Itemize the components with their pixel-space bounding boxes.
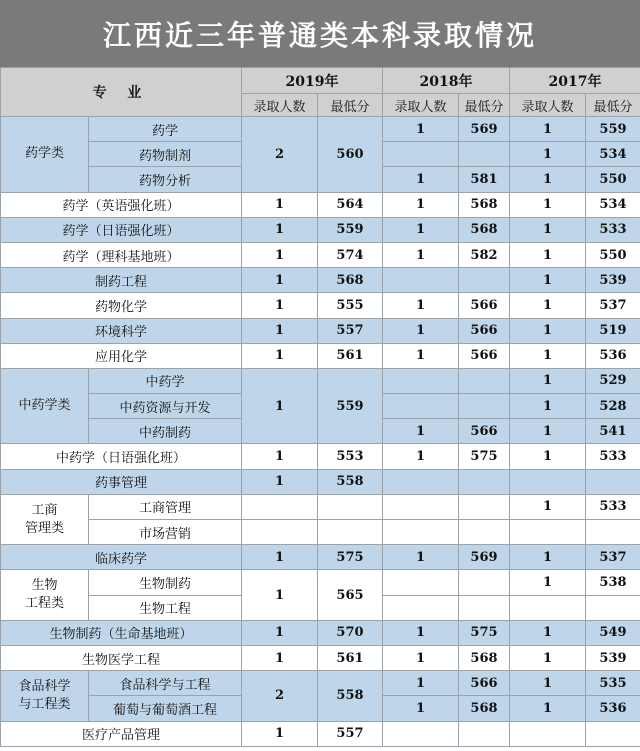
major-cell: 工商管理 [89, 494, 242, 519]
value-cell: 1 [383, 318, 459, 343]
table-row [1, 545, 640, 570]
value-cell: 1 [510, 167, 586, 192]
value-cell [383, 469, 459, 494]
value-cell: 2 [242, 671, 318, 721]
value-cell: 1 [242, 268, 318, 293]
value-cell: 1 [383, 117, 459, 142]
value-cell: 1 [510, 142, 586, 167]
value-cell [242, 520, 318, 545]
value-cell: 581 [459, 167, 510, 192]
value-cell: 1 [510, 192, 586, 217]
value-cell: 1 [242, 318, 318, 343]
category-cell: 食品科学 与工程类 [1, 671, 89, 721]
value-cell [383, 142, 459, 167]
value-cell: 561 [318, 645, 383, 670]
value-cell [318, 494, 383, 519]
major-cell: 生物医学工程 [1, 645, 242, 670]
value-cell: 553 [318, 444, 383, 469]
major-cell: 环境科学 [1, 318, 242, 343]
value-cell [459, 268, 510, 293]
table-row [1, 268, 640, 293]
value-cell: 534 [586, 192, 640, 217]
value-cell [383, 494, 459, 519]
value-cell: 558 [318, 671, 383, 721]
value-cell: 1 [242, 645, 318, 670]
table-row [1, 671, 640, 696]
value-cell: 558 [318, 469, 383, 494]
value-cell: 539 [586, 645, 640, 670]
value-cell: 1 [383, 167, 459, 192]
value-cell: 537 [586, 293, 640, 318]
value-cell: 557 [318, 318, 383, 343]
value-cell [383, 721, 459, 746]
value-cell [586, 469, 640, 494]
major-cell: 医疗产品管理 [1, 721, 242, 746]
value-cell: 550 [586, 167, 640, 192]
value-cell: 575 [459, 620, 510, 645]
value-cell: 560 [318, 117, 383, 193]
value-cell: 1 [242, 293, 318, 318]
major-cell: 生物制药 [89, 570, 242, 595]
table-row [1, 444, 640, 469]
value-cell: 1 [242, 444, 318, 469]
table-row [1, 293, 640, 318]
value-cell [586, 520, 640, 545]
value-cell: 529 [586, 368, 640, 393]
value-cell: 519 [586, 318, 640, 343]
value-cell: 2 [242, 117, 318, 193]
value-cell [586, 595, 640, 620]
category-cell: 生物 工程类 [1, 570, 89, 620]
value-cell: 566 [459, 671, 510, 696]
value-cell: 1 [383, 444, 459, 469]
value-cell: 1 [242, 620, 318, 645]
value-cell: 575 [318, 545, 383, 570]
value-cell: 536 [586, 696, 640, 721]
value-cell [459, 595, 510, 620]
major-cell: 中药制药 [89, 419, 242, 444]
major-cell: 药事管理 [1, 469, 242, 494]
value-cell: 1 [510, 671, 586, 696]
value-cell: 528 [586, 394, 640, 419]
value-cell [510, 595, 586, 620]
value-cell: 1 [242, 545, 318, 570]
value-cell: 568 [459, 645, 510, 670]
value-cell: 559 [586, 117, 640, 142]
value-cell: 1 [242, 721, 318, 746]
value-cell: 1 [242, 242, 318, 267]
table-row [1, 117, 640, 142]
major-cell: 葡萄与葡萄酒工程 [89, 696, 242, 721]
value-cell [383, 368, 459, 393]
value-cell [459, 368, 510, 393]
value-cell [459, 570, 510, 595]
value-cell: 575 [459, 444, 510, 469]
value-cell: 1 [383, 696, 459, 721]
table-row [1, 494, 640, 519]
admission-table [0, 67, 640, 747]
value-cell: 1 [510, 217, 586, 242]
value-cell [383, 595, 459, 620]
value-cell: 533 [586, 444, 640, 469]
value-cell: 1 [383, 545, 459, 570]
table-row [1, 520, 640, 545]
value-cell: 555 [318, 293, 383, 318]
value-cell [242, 494, 318, 519]
value-cell: 536 [586, 343, 640, 368]
value-cell: 1 [242, 192, 318, 217]
major-cell: 生物制药（生命基地班） [1, 620, 242, 645]
value-cell: 533 [586, 217, 640, 242]
value-cell: 1 [383, 293, 459, 318]
value-cell: 566 [459, 343, 510, 368]
value-cell: 566 [459, 293, 510, 318]
table-row [1, 192, 640, 217]
sub-header: 录取人数 [242, 94, 318, 117]
value-cell [318, 520, 383, 545]
year-header-2019: 2019年 [242, 68, 383, 94]
value-cell: 1 [510, 545, 586, 570]
value-cell: 1 [510, 620, 586, 645]
value-cell: 1 [510, 343, 586, 368]
value-cell: 568 [459, 217, 510, 242]
value-cell: 564 [318, 192, 383, 217]
value-cell: 557 [318, 721, 383, 746]
value-cell: 1 [510, 394, 586, 419]
value-cell: 1 [242, 469, 318, 494]
major-cell: 药学（日语强化班） [1, 217, 242, 242]
value-cell: 1 [383, 242, 459, 267]
value-cell: 582 [459, 242, 510, 267]
value-cell: 533 [586, 494, 640, 519]
value-cell: 1 [242, 217, 318, 242]
value-cell [459, 469, 510, 494]
sub-header: 最低分 [318, 94, 383, 117]
value-cell: 1 [510, 117, 586, 142]
value-cell: 1 [510, 293, 586, 318]
major-cell: 药学（理科基地班） [1, 242, 242, 267]
year-header-2017: 2017年 [510, 68, 640, 94]
value-cell: 550 [586, 242, 640, 267]
value-cell: 1 [383, 620, 459, 645]
value-cell: 541 [586, 419, 640, 444]
value-cell: 535 [586, 671, 640, 696]
value-cell: 1 [383, 192, 459, 217]
page-title: 江西近三年普通类本科录取情况 [0, 0, 640, 67]
table-row [1, 242, 640, 267]
value-cell: 1 [383, 419, 459, 444]
table-row [1, 368, 640, 393]
sub-header: 录取人数 [510, 94, 586, 117]
value-cell: 559 [318, 217, 383, 242]
value-cell: 1 [510, 368, 586, 393]
value-cell: 566 [459, 419, 510, 444]
major-cell: 中药学 [89, 368, 242, 393]
value-cell: 565 [318, 570, 383, 620]
value-cell [383, 268, 459, 293]
value-cell: 559 [318, 368, 383, 444]
year-header-2018: 2018年 [383, 68, 510, 94]
value-cell: 570 [318, 620, 383, 645]
value-cell: 539 [586, 268, 640, 293]
major-cell: 中药资源与开发 [89, 394, 242, 419]
major-cell: 应用化学 [1, 343, 242, 368]
value-cell [459, 494, 510, 519]
value-cell: 1 [242, 343, 318, 368]
major-cell: 制药工程 [1, 268, 242, 293]
sub-header: 最低分 [459, 94, 510, 117]
value-cell [586, 721, 640, 746]
category-cell: 工商 管理类 [1, 494, 89, 544]
value-cell: 534 [586, 142, 640, 167]
value-cell: 537 [586, 545, 640, 570]
table-row [1, 469, 640, 494]
value-cell [383, 520, 459, 545]
value-cell [510, 520, 586, 545]
value-cell [383, 570, 459, 595]
value-cell: 1 [510, 494, 586, 519]
value-cell: 1 [383, 645, 459, 670]
major-cell: 临床药学 [1, 545, 242, 570]
value-cell: 566 [459, 318, 510, 343]
value-cell: 1 [242, 570, 318, 620]
value-cell: 1 [510, 444, 586, 469]
value-cell: 1 [510, 696, 586, 721]
major-cell: 食品科学与工程 [89, 671, 242, 696]
table-row [1, 620, 640, 645]
sub-header: 录取人数 [383, 94, 459, 117]
value-cell: 1 [510, 645, 586, 670]
value-cell [459, 721, 510, 746]
value-cell: 568 [318, 268, 383, 293]
category-cell: 中药学类 [1, 368, 89, 444]
major-cell: 药物制剂 [89, 142, 242, 167]
table-row [1, 645, 640, 670]
sub-header: 最低分 [586, 94, 640, 117]
value-cell [459, 520, 510, 545]
major-cell: 药学（英语强化班） [1, 192, 242, 217]
value-cell: 1 [510, 242, 586, 267]
value-cell: 1 [510, 570, 586, 595]
table-row [1, 318, 640, 343]
category-cell: 药学类 [1, 117, 89, 193]
table-row [1, 570, 640, 595]
major-cell: 药物化学 [1, 293, 242, 318]
value-cell: 568 [459, 192, 510, 217]
major-cell: 药学 [89, 117, 242, 142]
value-cell: 1 [242, 368, 318, 444]
value-cell: 574 [318, 242, 383, 267]
table-row [1, 721, 640, 746]
value-cell: 549 [586, 620, 640, 645]
value-cell: 561 [318, 343, 383, 368]
value-cell [510, 721, 586, 746]
value-cell: 1 [510, 318, 586, 343]
value-cell [459, 142, 510, 167]
major-cell: 药物分析 [89, 167, 242, 192]
value-cell: 1 [383, 343, 459, 368]
value-cell: 569 [459, 545, 510, 570]
value-cell [383, 394, 459, 419]
value-cell: 1 [383, 217, 459, 242]
major-cell: 生物工程 [89, 595, 242, 620]
value-cell: 1 [510, 419, 586, 444]
value-cell: 569 [459, 117, 510, 142]
table-row [1, 217, 640, 242]
value-cell: 568 [459, 696, 510, 721]
major-cell: 市场营销 [89, 520, 242, 545]
value-cell: 1 [383, 671, 459, 696]
major-cell: 中药学（日语强化班） [1, 444, 242, 469]
major-header: 专 业 [1, 68, 242, 117]
table-row [1, 343, 640, 368]
value-cell: 538 [586, 570, 640, 595]
value-cell [510, 469, 586, 494]
value-cell [459, 394, 510, 419]
value-cell: 1 [510, 268, 586, 293]
